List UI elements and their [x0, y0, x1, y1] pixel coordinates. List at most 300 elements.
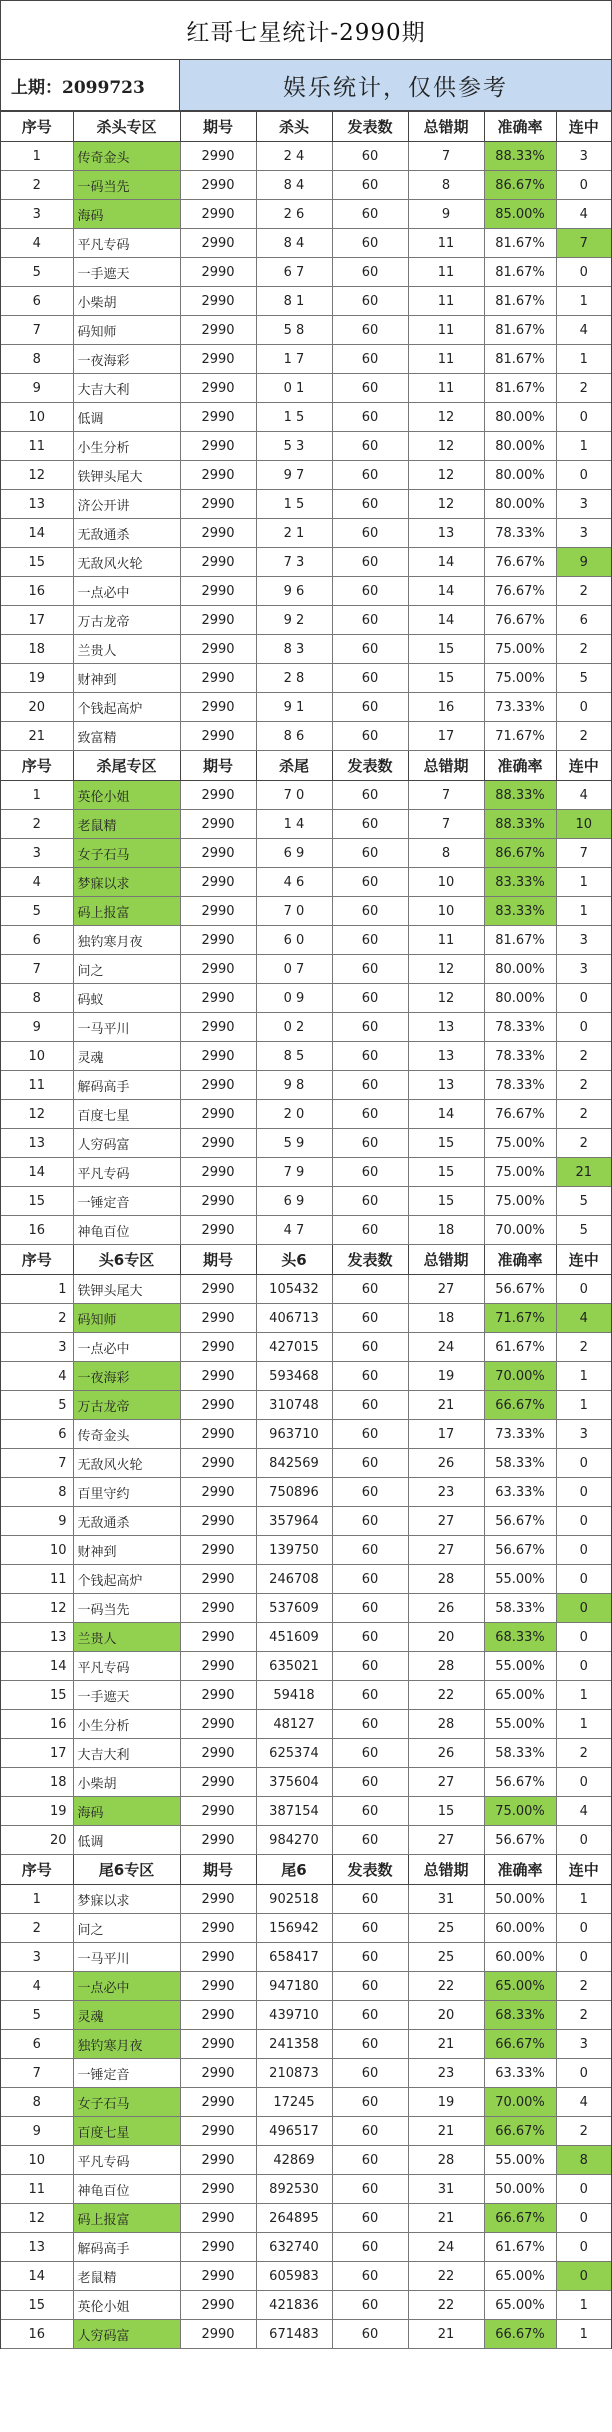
- cell-value: 9 2: [256, 606, 332, 635]
- cell-name: 灵魂: [73, 2001, 180, 2030]
- cell-index: 5: [1, 2001, 73, 2030]
- cell-wrong: 14: [408, 577, 484, 606]
- cell-total: 60: [332, 2233, 408, 2262]
- cell-streak: 0: [556, 1536, 611, 1565]
- table-row: [1, 781, 611, 810]
- cell-streak: 1: [556, 345, 611, 374]
- cell-name: 万古龙帝: [73, 606, 180, 635]
- cell-streak: 2: [556, 1071, 611, 1100]
- cell-period: 2990: [180, 171, 256, 200]
- cell-streak: 2: [556, 722, 611, 751]
- cell-streak: 1: [556, 1391, 611, 1420]
- cell-wrong: 28: [408, 1710, 484, 1739]
- cell-value: 632740: [256, 2233, 332, 2262]
- cell-wrong: 26: [408, 1594, 484, 1623]
- cell-total: 60: [332, 1914, 408, 1943]
- cell-period: 2990: [180, 1681, 256, 1710]
- cell-index: 1: [1, 142, 73, 171]
- cell-value: 6 9: [256, 1187, 332, 1216]
- cell-value: 750896: [256, 1478, 332, 1507]
- page-title: 红哥七星统计-2990期: [1, 1, 611, 60]
- cell-total: 60: [332, 577, 408, 606]
- cell-index: 9: [1, 1507, 73, 1536]
- cell-wrong: 22: [408, 2291, 484, 2320]
- table-row: [1, 2175, 611, 2204]
- table-row: [1, 1972, 611, 2001]
- cell-rate: 63.33%: [484, 2059, 556, 2088]
- cell-rate: 81.67%: [484, 345, 556, 374]
- cell-index: 15: [1, 548, 73, 577]
- info-bar: [1, 60, 611, 111]
- cell-rate: 61.67%: [484, 1333, 556, 1362]
- cell-period: 2990: [180, 2001, 256, 2030]
- cell-rate: 81.67%: [484, 229, 556, 258]
- table-row: [1, 1391, 611, 1420]
- cell-streak: 1: [556, 2320, 611, 2349]
- cell-period: 2990: [180, 1100, 256, 1129]
- cell-rate: 75.00%: [484, 1129, 556, 1158]
- cell-rate: 60.00%: [484, 1914, 556, 1943]
- cell-period: 2990: [180, 1042, 256, 1071]
- cell-value: 42869: [256, 2146, 332, 2175]
- cell-name: 一马平川: [73, 1013, 180, 1042]
- section-header-row: [1, 751, 611, 781]
- cell-rate: 75.00%: [484, 1797, 556, 1826]
- table-row: [1, 1652, 611, 1681]
- cell-name: 无敌风火轮: [73, 548, 180, 577]
- cell-name: 女子石马: [73, 839, 180, 868]
- cell-name: 传奇金头: [73, 142, 180, 171]
- cell-rate: 88.33%: [484, 142, 556, 171]
- cell-name: 百度七星: [73, 1100, 180, 1129]
- cell-rate: 73.33%: [484, 693, 556, 722]
- cell-wrong: 24: [408, 2233, 484, 2262]
- cell-total: 60: [332, 839, 408, 868]
- header-total: 发表数: [332, 112, 408, 142]
- cell-period: 2990: [180, 781, 256, 810]
- cell-period: 2990: [180, 1594, 256, 1623]
- cell-total: 60: [332, 2030, 408, 2059]
- cell-streak: 2: [556, 1972, 611, 2001]
- section-header-row: [1, 1855, 611, 1885]
- cell-name: 百里守约: [73, 1478, 180, 1507]
- header-total: 发表数: [332, 1855, 408, 1885]
- cell-rate: 58.33%: [484, 1739, 556, 1768]
- cell-total: 60: [332, 810, 408, 839]
- header-wrong: 总错期: [408, 1855, 484, 1885]
- cell-rate: 65.00%: [484, 2291, 556, 2320]
- cell-total: 60: [332, 548, 408, 577]
- cell-value: 671483: [256, 2320, 332, 2349]
- header-period: 期号: [180, 1855, 256, 1885]
- cell-total: 60: [332, 1885, 408, 1914]
- cell-rate: 75.00%: [484, 664, 556, 693]
- cell-total: 60: [332, 2262, 408, 2291]
- cell-period: 2990: [180, 1013, 256, 1042]
- cell-rate: 55.00%: [484, 2146, 556, 2175]
- cell-wrong: 10: [408, 868, 484, 897]
- cell-value: 156942: [256, 1914, 332, 1943]
- table-row: [1, 1275, 611, 1304]
- cell-value: 2 8: [256, 664, 332, 693]
- cell-value: 593468: [256, 1362, 332, 1391]
- cell-wrong: 13: [408, 1013, 484, 1042]
- cell-streak: 2: [556, 1042, 611, 1071]
- cell-period: 2990: [180, 1420, 256, 1449]
- cell-index: 17: [1, 1739, 73, 1768]
- cell-period: 2990: [180, 1129, 256, 1158]
- cell-value: 9 1: [256, 693, 332, 722]
- cell-total: 60: [332, 345, 408, 374]
- cell-rate: 70.00%: [484, 2088, 556, 2117]
- cell-total: 60: [332, 1681, 408, 1710]
- cell-total: 60: [332, 403, 408, 432]
- header-value: 尾6: [256, 1855, 332, 1885]
- cell-period: 2990: [180, 258, 256, 287]
- cell-name: 女子石马: [73, 2088, 180, 2117]
- cell-value: 7 0: [256, 781, 332, 810]
- cell-wrong: 21: [408, 2320, 484, 2349]
- cell-rate: 80.00%: [484, 984, 556, 1013]
- cell-value: 892530: [256, 2175, 332, 2204]
- cell-period: 2990: [180, 810, 256, 839]
- cell-name: 铁钾头尾大: [73, 461, 180, 490]
- stats-table: [1, 111, 611, 2349]
- cell-value: 7 3: [256, 548, 332, 577]
- table-row: [1, 1710, 611, 1739]
- cell-wrong: 28: [408, 1652, 484, 1681]
- cell-index: 2: [1, 171, 73, 200]
- cell-index: 16: [1, 1216, 73, 1245]
- cell-name: 百度七星: [73, 2117, 180, 2146]
- cell-total: 60: [332, 1187, 408, 1216]
- cell-index: 14: [1, 2262, 73, 2291]
- cell-value: 0 9: [256, 984, 332, 1013]
- cell-total: 60: [332, 2117, 408, 2146]
- cell-name: 码上报富: [73, 897, 180, 926]
- cell-total: 60: [332, 1594, 408, 1623]
- table-row: [1, 664, 611, 693]
- cell-streak: 21: [556, 1158, 611, 1187]
- cell-index: 5: [1, 258, 73, 287]
- cell-index: 9: [1, 2117, 73, 2146]
- cell-value: 7 9: [256, 1158, 332, 1187]
- cell-total: 60: [332, 2204, 408, 2233]
- cell-streak: 0: [556, 1449, 611, 1478]
- cell-name: 神龟百位: [73, 2175, 180, 2204]
- cell-name: 小柴胡: [73, 1768, 180, 1797]
- cell-rate: 56.67%: [484, 1275, 556, 1304]
- cell-period: 2990: [180, 2320, 256, 2349]
- cell-period: 2990: [180, 693, 256, 722]
- cell-index: 13: [1, 1623, 73, 1652]
- cell-wrong: 27: [408, 1507, 484, 1536]
- cell-period: 2990: [180, 2146, 256, 2175]
- cell-period: 2990: [180, 2291, 256, 2320]
- cell-wrong: 7: [408, 781, 484, 810]
- cell-rate: 81.67%: [484, 316, 556, 345]
- cell-streak: 0: [556, 1943, 611, 1972]
- cell-index: 8: [1, 1478, 73, 1507]
- cell-period: 2990: [180, 403, 256, 432]
- cell-index: 2: [1, 810, 73, 839]
- cell-rate: 81.67%: [484, 374, 556, 403]
- cell-streak: 3: [556, 1420, 611, 1449]
- cell-period: 2990: [180, 432, 256, 461]
- cell-streak: 0: [556, 2059, 611, 2088]
- cell-value: 9 6: [256, 577, 332, 606]
- cell-streak: 0: [556, 1565, 611, 1594]
- cell-index: 18: [1, 1768, 73, 1797]
- table-row: [1, 868, 611, 897]
- header-wrong: 总错期: [408, 112, 484, 142]
- cell-rate: 86.67%: [484, 171, 556, 200]
- table-row: [1, 1333, 611, 1362]
- cell-period: 2990: [180, 1333, 256, 1362]
- cell-name: 无敌风火轮: [73, 1449, 180, 1478]
- cell-value: 4 7: [256, 1216, 332, 1245]
- cell-total: 60: [332, 490, 408, 519]
- table-row: [1, 1943, 611, 1972]
- cell-period: 2990: [180, 1071, 256, 1100]
- cell-wrong: 15: [408, 1797, 484, 1826]
- cell-total: 60: [332, 1507, 408, 1536]
- cell-period: 2990: [180, 1797, 256, 1826]
- cell-name: 海码: [73, 200, 180, 229]
- cell-total: 60: [332, 926, 408, 955]
- cell-streak: 1: [556, 287, 611, 316]
- cell-period: 2990: [180, 1304, 256, 1333]
- cell-period: 2990: [180, 374, 256, 403]
- cell-wrong: 8: [408, 839, 484, 868]
- cell-name: 问之: [73, 1914, 180, 1943]
- cell-total: 60: [332, 1013, 408, 1042]
- cell-total: 60: [332, 2175, 408, 2204]
- cell-total: 60: [332, 1362, 408, 1391]
- cell-wrong: 11: [408, 287, 484, 316]
- table-row: [1, 955, 611, 984]
- cell-name: 兰贵人: [73, 635, 180, 664]
- cell-streak: 2: [556, 1739, 611, 1768]
- cell-index: 17: [1, 606, 73, 635]
- cell-streak: 9: [556, 548, 611, 577]
- cell-rate: 85.00%: [484, 200, 556, 229]
- cell-index: 7: [1, 1449, 73, 1478]
- cell-value: 984270: [256, 1826, 332, 1855]
- table-row: [1, 2117, 611, 2146]
- cell-value: 902518: [256, 1885, 332, 1914]
- cell-rate: 71.67%: [484, 1304, 556, 1333]
- cell-total: 60: [332, 374, 408, 403]
- cell-rate: 75.00%: [484, 1158, 556, 1187]
- cell-total: 60: [332, 635, 408, 664]
- cell-wrong: 15: [408, 635, 484, 664]
- cell-wrong: 22: [408, 2262, 484, 2291]
- cell-streak: 1: [556, 1681, 611, 1710]
- table-row: [1, 2262, 611, 2291]
- cell-wrong: 13: [408, 1042, 484, 1071]
- cell-value: 625374: [256, 1739, 332, 1768]
- table-row: [1, 577, 611, 606]
- cell-index: 9: [1, 1013, 73, 1042]
- cell-value: 9 8: [256, 1071, 332, 1100]
- cell-value: 605983: [256, 2262, 332, 2291]
- cell-value: 658417: [256, 1943, 332, 1972]
- cell-streak: 4: [556, 1797, 611, 1826]
- cell-name: 一手遮天: [73, 258, 180, 287]
- cell-total: 60: [332, 1826, 408, 1855]
- table-row: [1, 1100, 611, 1129]
- cell-name: 梦寐以求: [73, 1885, 180, 1914]
- table-row: [1, 1826, 611, 1855]
- table-row: [1, 1071, 611, 1100]
- cell-rate: 81.67%: [484, 258, 556, 287]
- cell-index: 16: [1, 1710, 73, 1739]
- table-row: [1, 1797, 611, 1826]
- cell-period: 2990: [180, 2088, 256, 2117]
- cell-total: 60: [332, 984, 408, 1013]
- cell-value: 7 0: [256, 897, 332, 926]
- cell-wrong: 14: [408, 1100, 484, 1129]
- cell-wrong: 21: [408, 1391, 484, 1420]
- cell-streak: 2: [556, 2001, 611, 2030]
- table-row: [1, 229, 611, 258]
- cell-total: 60: [332, 1972, 408, 2001]
- cell-name: 无敌通杀: [73, 519, 180, 548]
- cell-value: 105432: [256, 1275, 332, 1304]
- cell-rate: 78.33%: [484, 519, 556, 548]
- cell-index: 1: [1, 781, 73, 810]
- cell-period: 2990: [180, 200, 256, 229]
- cell-index: 7: [1, 2059, 73, 2088]
- cell-total: 60: [332, 2146, 408, 2175]
- table-row: [1, 606, 611, 635]
- cell-rate: 78.33%: [484, 1042, 556, 1071]
- cell-rate: 88.33%: [484, 781, 556, 810]
- header-index: 序号: [1, 751, 73, 781]
- cell-period: 2990: [180, 1826, 256, 1855]
- header-rate: 准确率: [484, 751, 556, 781]
- table-row: [1, 635, 611, 664]
- cell-index: 15: [1, 2291, 73, 2320]
- cell-value: 947180: [256, 1972, 332, 2001]
- cell-rate: 63.33%: [484, 1478, 556, 1507]
- header-period: 期号: [180, 1245, 256, 1275]
- header-streak: 连中: [556, 1245, 611, 1275]
- cell-index: 19: [1, 664, 73, 693]
- cell-value: 2 6: [256, 200, 332, 229]
- cell-name: 老鼠精: [73, 810, 180, 839]
- cell-name: 小生分析: [73, 1710, 180, 1739]
- header-index: 序号: [1, 1245, 73, 1275]
- cell-index: 10: [1, 403, 73, 432]
- cell-name: 低调: [73, 1826, 180, 1855]
- cell-name: 英伦小姐: [73, 2291, 180, 2320]
- cell-value: 406713: [256, 1304, 332, 1333]
- cell-period: 2990: [180, 839, 256, 868]
- cell-name: 一锤定音: [73, 1187, 180, 1216]
- cell-total: 60: [332, 461, 408, 490]
- cell-value: 241358: [256, 2030, 332, 2059]
- cell-streak: 2: [556, 374, 611, 403]
- cell-index: 6: [1, 1420, 73, 1449]
- cell-name: 梦寐以求: [73, 868, 180, 897]
- table-row: [1, 345, 611, 374]
- table-row: [1, 839, 611, 868]
- table-row: [1, 1362, 611, 1391]
- cell-streak: 1: [556, 432, 611, 461]
- cell-total: 60: [332, 781, 408, 810]
- table-row: [1, 1187, 611, 1216]
- cell-streak: 4: [556, 200, 611, 229]
- cell-streak: 2: [556, 1333, 611, 1362]
- cell-index: 13: [1, 2233, 73, 2262]
- cell-total: 60: [332, 1739, 408, 1768]
- cell-index: 12: [1, 1594, 73, 1623]
- header-index: 序号: [1, 112, 73, 142]
- cell-period: 2990: [180, 1507, 256, 1536]
- cell-streak: 0: [556, 403, 611, 432]
- cell-wrong: 14: [408, 548, 484, 577]
- cell-rate: 66.67%: [484, 2117, 556, 2146]
- header-index: 序号: [1, 1855, 73, 1885]
- cell-index: 4: [1, 1362, 73, 1391]
- cell-total: 60: [332, 664, 408, 693]
- cell-total: 60: [332, 868, 408, 897]
- cell-total: 60: [332, 1478, 408, 1507]
- cell-rate: 80.00%: [484, 490, 556, 519]
- cell-value: 427015: [256, 1333, 332, 1362]
- cell-period: 2990: [180, 1652, 256, 1681]
- cell-streak: 0: [556, 1507, 611, 1536]
- cell-index: 18: [1, 635, 73, 664]
- cell-name: 老鼠精: [73, 2262, 180, 2291]
- cell-rate: 76.67%: [484, 577, 556, 606]
- cell-name: 万古龙帝: [73, 1391, 180, 1420]
- cell-rate: 58.33%: [484, 1594, 556, 1623]
- cell-value: 1 5: [256, 403, 332, 432]
- cell-value: 5 9: [256, 1129, 332, 1158]
- table-row: [1, 374, 611, 403]
- cell-index: 2: [1, 1914, 73, 1943]
- cell-value: 246708: [256, 1565, 332, 1594]
- header-value: 杀头: [256, 112, 332, 142]
- header-period: 期号: [180, 112, 256, 142]
- header-total: 发表数: [332, 751, 408, 781]
- cell-streak: 8: [556, 2146, 611, 2175]
- cell-streak: 2: [556, 577, 611, 606]
- cell-index: 11: [1, 1071, 73, 1100]
- cell-period: 2990: [180, 1914, 256, 1943]
- cell-value: 496517: [256, 2117, 332, 2146]
- cell-name: 码知师: [73, 316, 180, 345]
- table-row: [1, 1681, 611, 1710]
- cell-name: 平凡专码: [73, 1652, 180, 1681]
- table-row: [1, 1158, 611, 1187]
- cell-rate: 81.67%: [484, 926, 556, 955]
- cell-streak: 5: [556, 1216, 611, 1245]
- cell-name: 人穷码富: [73, 2320, 180, 2349]
- cell-rate: 66.67%: [484, 1391, 556, 1420]
- cell-rate: 55.00%: [484, 1710, 556, 1739]
- cell-wrong: 18: [408, 1304, 484, 1333]
- cell-streak: 0: [556, 1914, 611, 1943]
- cell-period: 2990: [180, 1943, 256, 1972]
- cell-index: 20: [1, 693, 73, 722]
- cell-rate: 66.67%: [484, 2030, 556, 2059]
- table-row: [1, 810, 611, 839]
- cell-value: 8 4: [256, 171, 332, 200]
